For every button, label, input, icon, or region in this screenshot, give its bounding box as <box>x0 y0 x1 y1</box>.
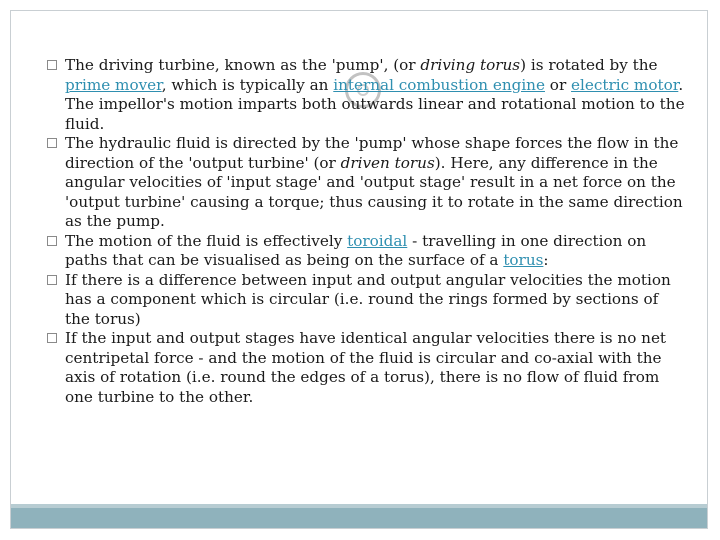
footer-bar <box>11 504 707 528</box>
bullet-text: , which is typically an <box>161 75 334 94</box>
bullet-text: ). Here, any difference in the angular velocities of 'input stage' and 'output stage' result in a net force on the 'output turbine' causing a torque; thus causing it to rotate in the same direction as the pump. <box>65 153 683 230</box>
bullet-list <box>47 56 685 407</box>
square-bullet-icon <box>47 60 57 70</box>
text-link[interactable]: torus <box>503 251 544 269</box>
bullet-text: The motion of the fluid is effectively <box>65 231 348 250</box>
bullet-item <box>47 329 685 407</box>
bullet-text: - travelling in one direction on paths that can be visualised as being on the surface of a <box>65 231 647 269</box>
bullet-text: The hydraulic fluid is directed by the 'pump' whose shape forces the flow in the direction of the 'output turbine' (or <box>65 134 679 172</box>
bullet-text: : <box>543 251 549 269</box>
square-bullet-icon <box>47 236 57 246</box>
bullet-text: or <box>544 75 572 94</box>
emphasis-text: driving torus <box>420 56 521 74</box>
bullet-item <box>47 271 685 330</box>
bullet-item <box>47 56 685 134</box>
bullet-text: The driving turbine, known as the 'pump', (or <box>65 56 421 74</box>
emphasis-text: driven torus <box>340 153 435 172</box>
square-bullet-icon <box>47 333 57 343</box>
text-link[interactable]: prime mover <box>65 75 162 94</box>
bullet-text: . The impellor's motion imparts both outwards linear and rotational motion to the fluid. <box>65 75 685 133</box>
bullet-text: If the input and output stages have identical angular velocities there is no net centripetal force - and the motion of the fluid is circular and co-axial with the axis of rotation (i.e. round the edges of a torus), there is no flow of fluid from one turbine to the other. <box>65 329 667 406</box>
square-bullet-icon <box>47 138 57 148</box>
text-link[interactable]: internal combustion engine <box>333 75 545 94</box>
square-bullet-icon <box>47 275 57 285</box>
bullet-text: ) is rotated by the <box>520 56 658 74</box>
text-link[interactable]: electric motor <box>571 75 679 94</box>
bullet-item <box>47 232 685 271</box>
text-link[interactable]: toroidal <box>347 231 408 250</box>
bullet-item <box>47 134 685 232</box>
footer-band <box>11 504 707 508</box>
bullet-text: If there is a difference between input and output angular velocities the motion has a component which is circular (i.e. round the rings formed by sections of the torus) <box>65 270 671 328</box>
